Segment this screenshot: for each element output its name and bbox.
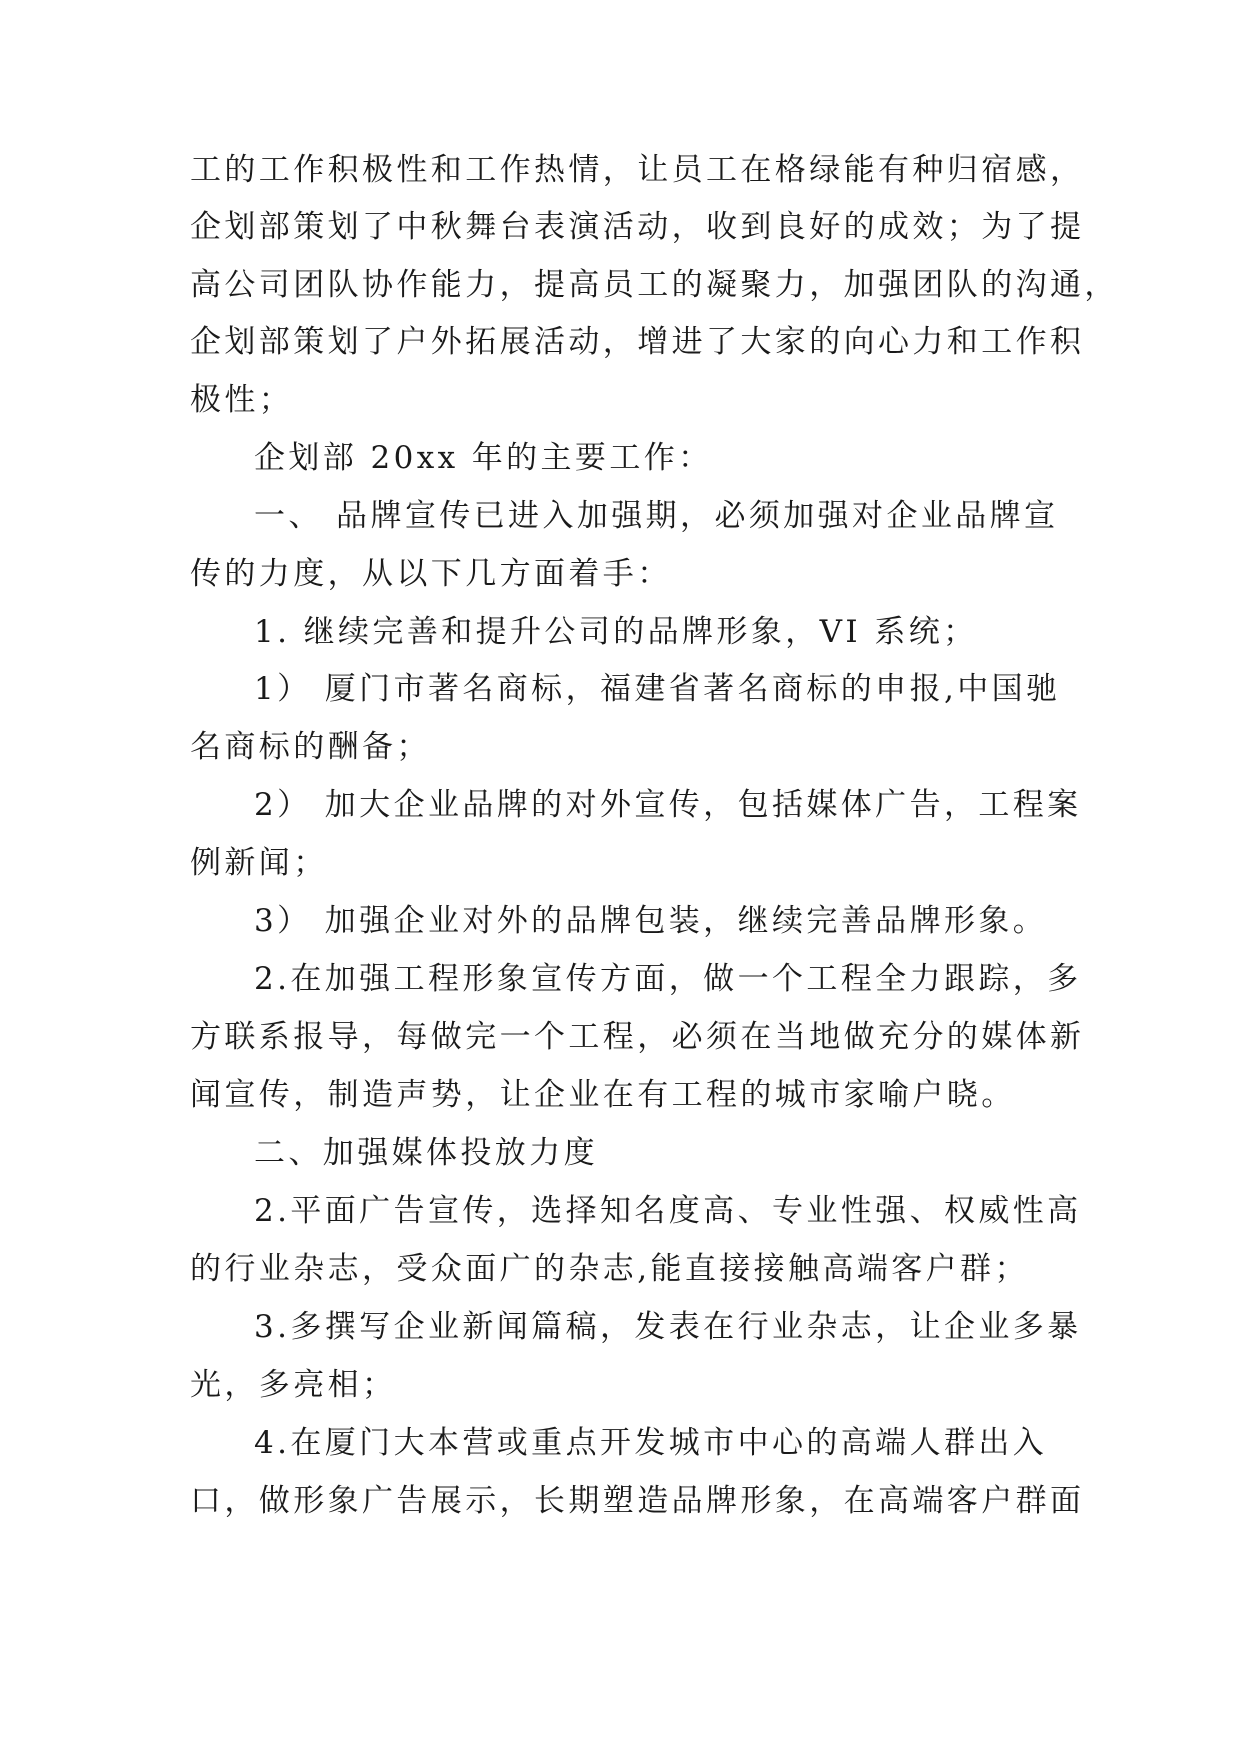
text-line: 例新闻； bbox=[190, 845, 328, 881]
text-line: 极性； bbox=[190, 382, 294, 418]
text-line: 高公司团队协作能力，提高员工的凝聚力，加强团队的沟通， bbox=[190, 267, 1119, 303]
text-line: 3.多撰写企业新闻篇稿，发表在行业杂志，让企业多暴 bbox=[254, 1309, 1082, 1345]
text-line: 光，多亮相； bbox=[190, 1367, 397, 1403]
text-line: 1. 继续完善和提升公司的品牌形象，VI 系统； bbox=[254, 614, 978, 650]
text-line: 方联系报导，每做完一个工程，必须在当地做充分的媒体新 bbox=[190, 1019, 1085, 1055]
text-line: 闻宣传，制造声势，让企业在有工程的城市家喻户晓。 bbox=[190, 1077, 1016, 1113]
text-line: 名商标的酬备； bbox=[190, 729, 431, 765]
text-line: 传的力度，从以下几方面着手： bbox=[190, 556, 672, 592]
text-line: 口，做形象广告展示，长期塑造品牌形象，在高端客户群面 bbox=[190, 1483, 1085, 1519]
text-line: 1） 厦门市著名商标，福建省著名商标的申报,中国驰 bbox=[254, 671, 1061, 707]
text-line: 4.在厦门大本营或重点开发城市中心的高端人群出入 bbox=[254, 1425, 1048, 1461]
text-line: 3） 加强企业对外的品牌包装，继续完善品牌形象。 bbox=[254, 903, 1048, 939]
text-line: 二、加强媒体投放力度 bbox=[254, 1135, 598, 1171]
text-line: 2） 加大企业品牌的对外宣传，包括媒体广告，工程案 bbox=[254, 787, 1082, 823]
text-line: 企划部策划了中秋舞台表演活动，收到良好的成效；为了提 bbox=[190, 209, 1085, 245]
text-line: 一、 品牌宣传已进入加强期，必须加强对企业品牌宣 bbox=[254, 498, 1059, 534]
text-line: 工的工作积极性和工作热情，让员工在格绿能有种归宿感， bbox=[190, 152, 1085, 188]
text-line: 企划部 20xx 年的主要工作： bbox=[254, 440, 713, 476]
text-line: 企划部策划了户外拓展活动，增进了大家的向心力和工作积 bbox=[190, 324, 1085, 360]
text-line: 2.平面广告宣传，选择知名度高、专业性强、权威性高 bbox=[254, 1193, 1082, 1229]
text-line: 的行业杂志，受众面广的杂志,能直接接触高端客户群； bbox=[190, 1251, 1029, 1287]
text-line: 2.在加强工程形象宣传方面，做一个工程全力跟踪，多 bbox=[254, 961, 1082, 997]
